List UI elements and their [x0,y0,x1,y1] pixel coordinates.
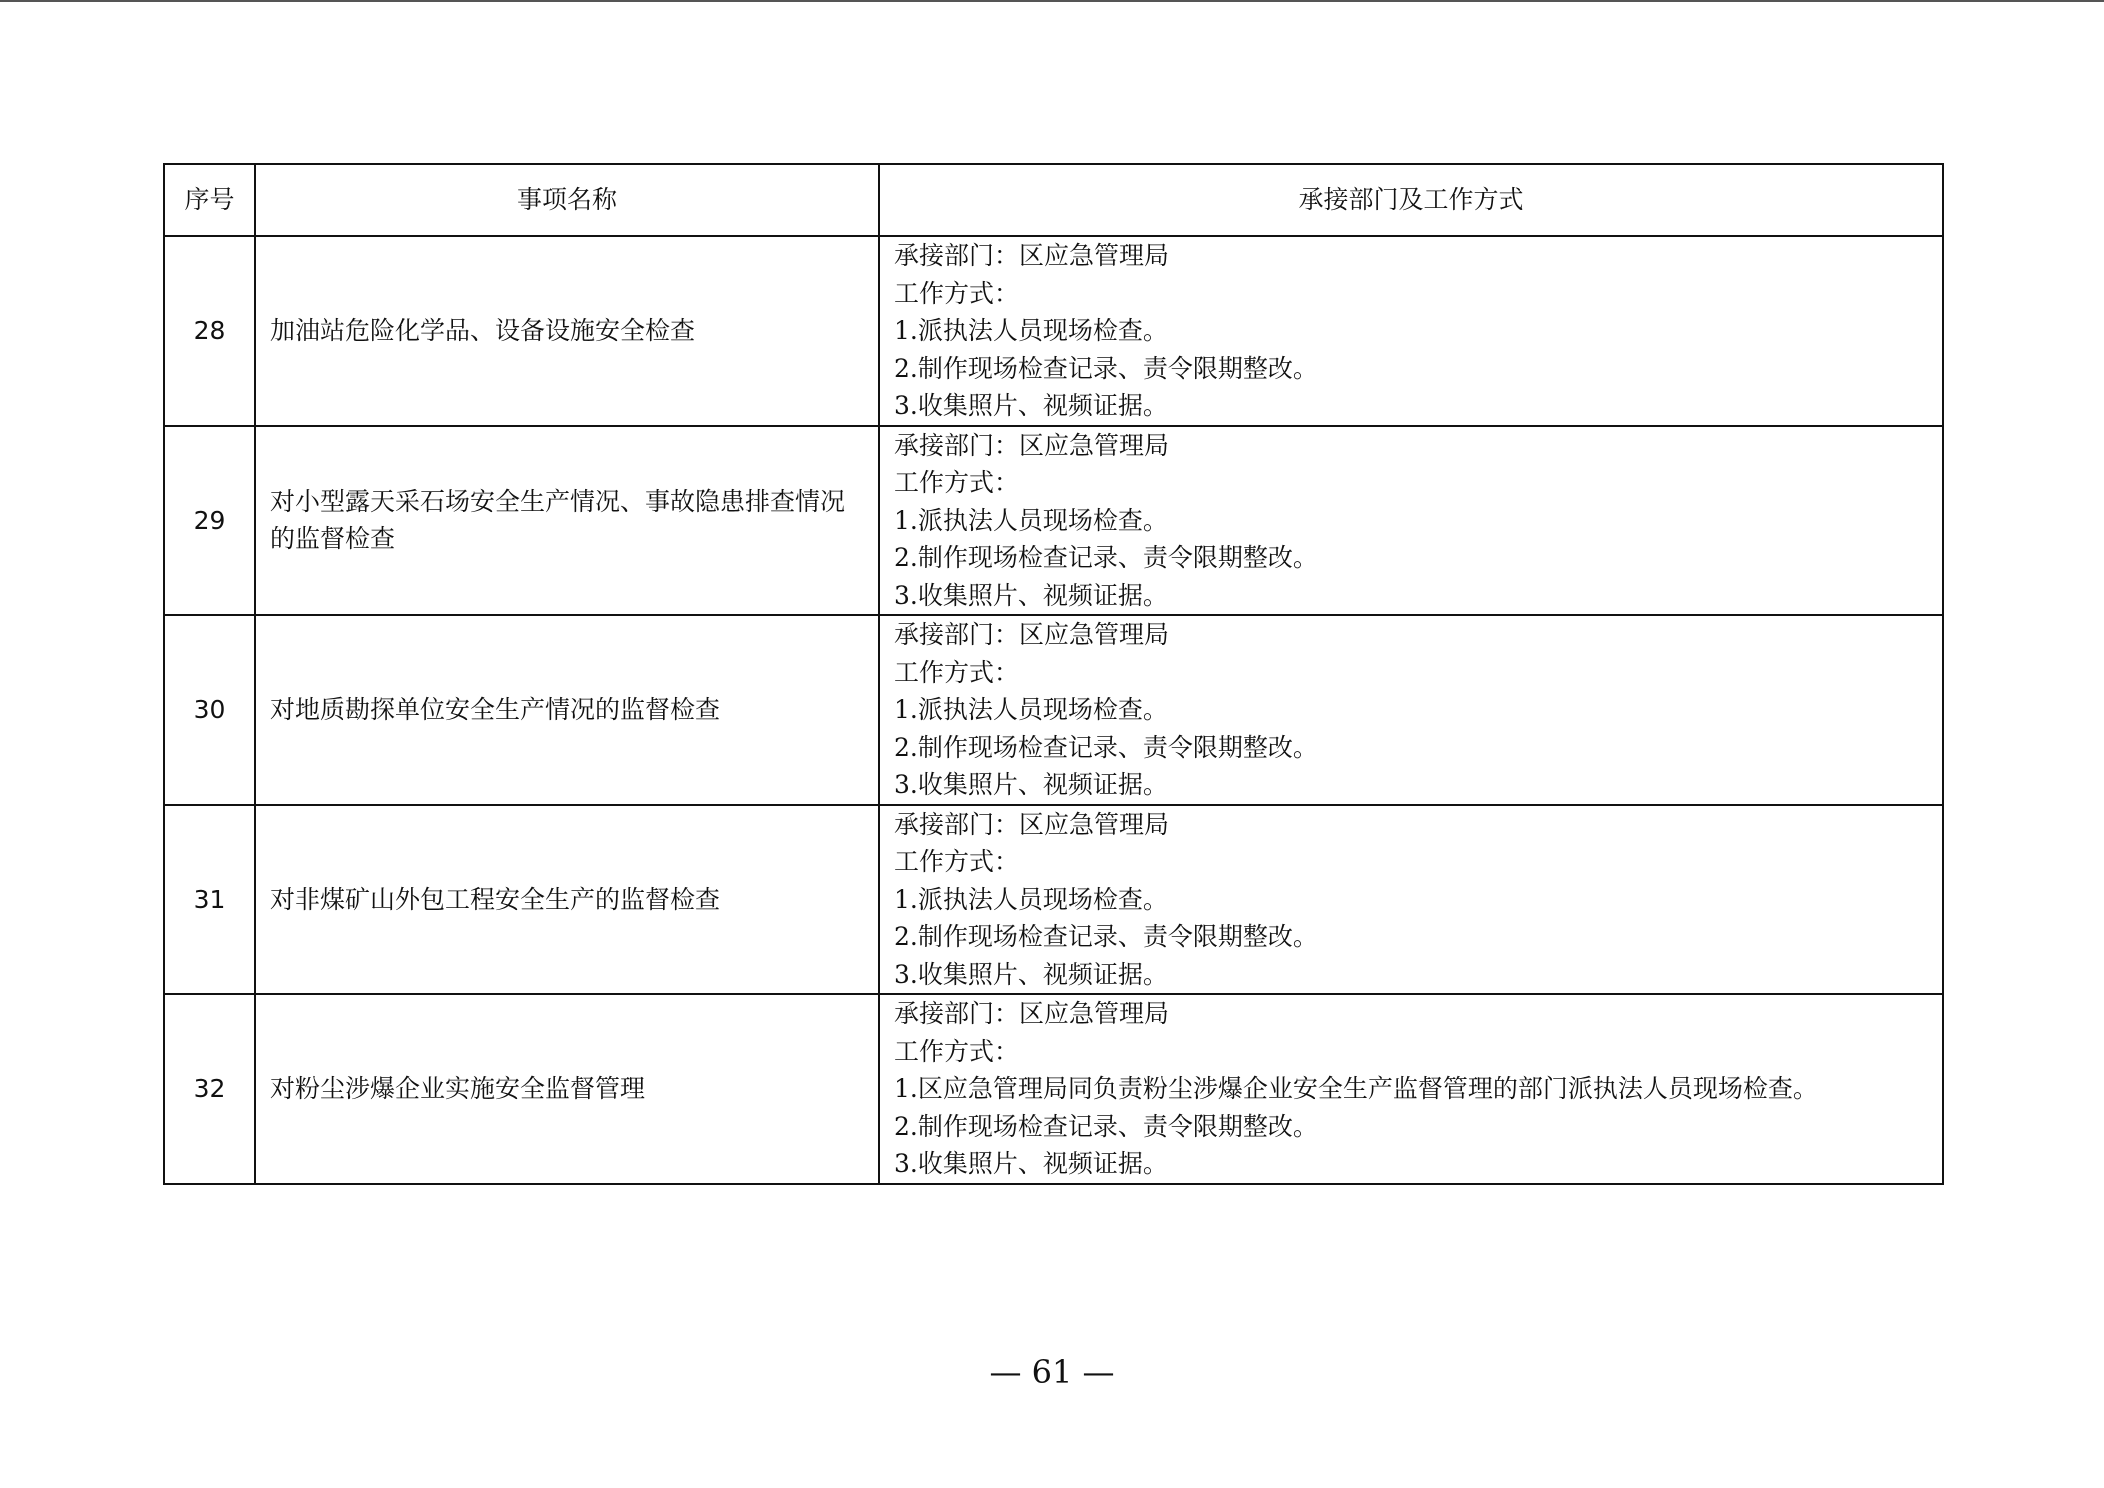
dept-line: 工作方式： [894,657,1020,687]
row-seq: 32 [164,994,255,1184]
table-row [164,236,1943,426]
dept-line: 1.派执法人员现场检查。 [894,884,1168,914]
dept-line: 工作方式： [894,278,1020,308]
header-seq: 序号 [164,164,255,236]
header-name: 事项名称 [255,164,879,236]
dept-line: 3.收集照片、视频证据。 [894,770,1168,799]
dept-line: 3.收集照片、视频证据。 [894,1149,1168,1178]
dept-line: 承接部门：区应急管理局 [894,430,1170,460]
page-number: — 61 — [989,1353,1115,1391]
table-row [164,994,1943,1184]
dept-line: 工作方式： [894,468,1020,497]
dept-line: 2.制作现场检查记录、责令限期整改。 [894,922,1318,951]
dept-line: 承接部门：区应急管理局 [894,620,1170,649]
dept-line: 3.收集照片、视频证据。 [894,580,1168,610]
dept-line: 工作方式： [894,1036,1020,1066]
table-row [164,615,1943,805]
row-dept [879,994,1943,1184]
dept-line: 2.制作现场检查记录、责令限期整改。 [894,353,1318,383]
dept-line: 3.收集照片、视频证据。 [894,391,1168,420]
dept-line: 1.派执法人员现场检查。 [894,316,1168,345]
row-name: 对非煤矿山外包工程安全生产的监督检查 [255,805,879,995]
table-header-row [164,164,1943,236]
row-dept [879,805,1943,995]
dept-line: 2.制作现场检查记录、责令限期整改。 [894,1111,1318,1141]
header-dept: 承接部门及工作方式 [879,164,1943,236]
row-seq: 30 [164,615,255,805]
row-dept [879,615,1943,805]
row-name: 对地质勘探单位安全生产情况的监督检查 [255,615,879,805]
page-top-border [0,0,2104,2]
dept-line: 工作方式： [894,847,1020,876]
row-seq: 28 [164,236,255,426]
dept-line: 3.收集照片、视频证据。 [894,959,1168,989]
table-row [164,426,1943,616]
matters-table [163,163,1944,1185]
dept-line: 承接部门：区应急管理局 [894,999,1170,1028]
dept-line: 1.区应急管理局同负责粉尘涉爆企业安全生产监督管理的部门派执法人员现场检查。 [894,1074,1818,1103]
dept-line: 2.制作现场检查记录、责令限期整改。 [894,732,1318,762]
row-name: 对粉尘涉爆企业实施安全监督管理 [255,994,879,1184]
row-name: 加油站危险化学品、设备设施安全检查 [255,236,879,426]
row-name: 对小型露天采石场安全生产情况、事故隐患排查情况的监督检查 [255,426,879,616]
row-seq: 29 [164,426,255,616]
row-dept [879,426,1943,616]
dept-line: 1.派执法人员现场检查。 [894,695,1168,724]
dept-line: 2.制作现场检查记录、责令限期整改。 [894,543,1318,572]
row-dept [879,236,1943,426]
dept-line: 承接部门：区应急管理局 [894,809,1170,839]
table-row [164,805,1943,995]
row-seq: 31 [164,805,255,995]
dept-line: 承接部门：区应急管理局 [894,241,1170,270]
dept-line: 1.派执法人员现场检查。 [894,505,1168,535]
